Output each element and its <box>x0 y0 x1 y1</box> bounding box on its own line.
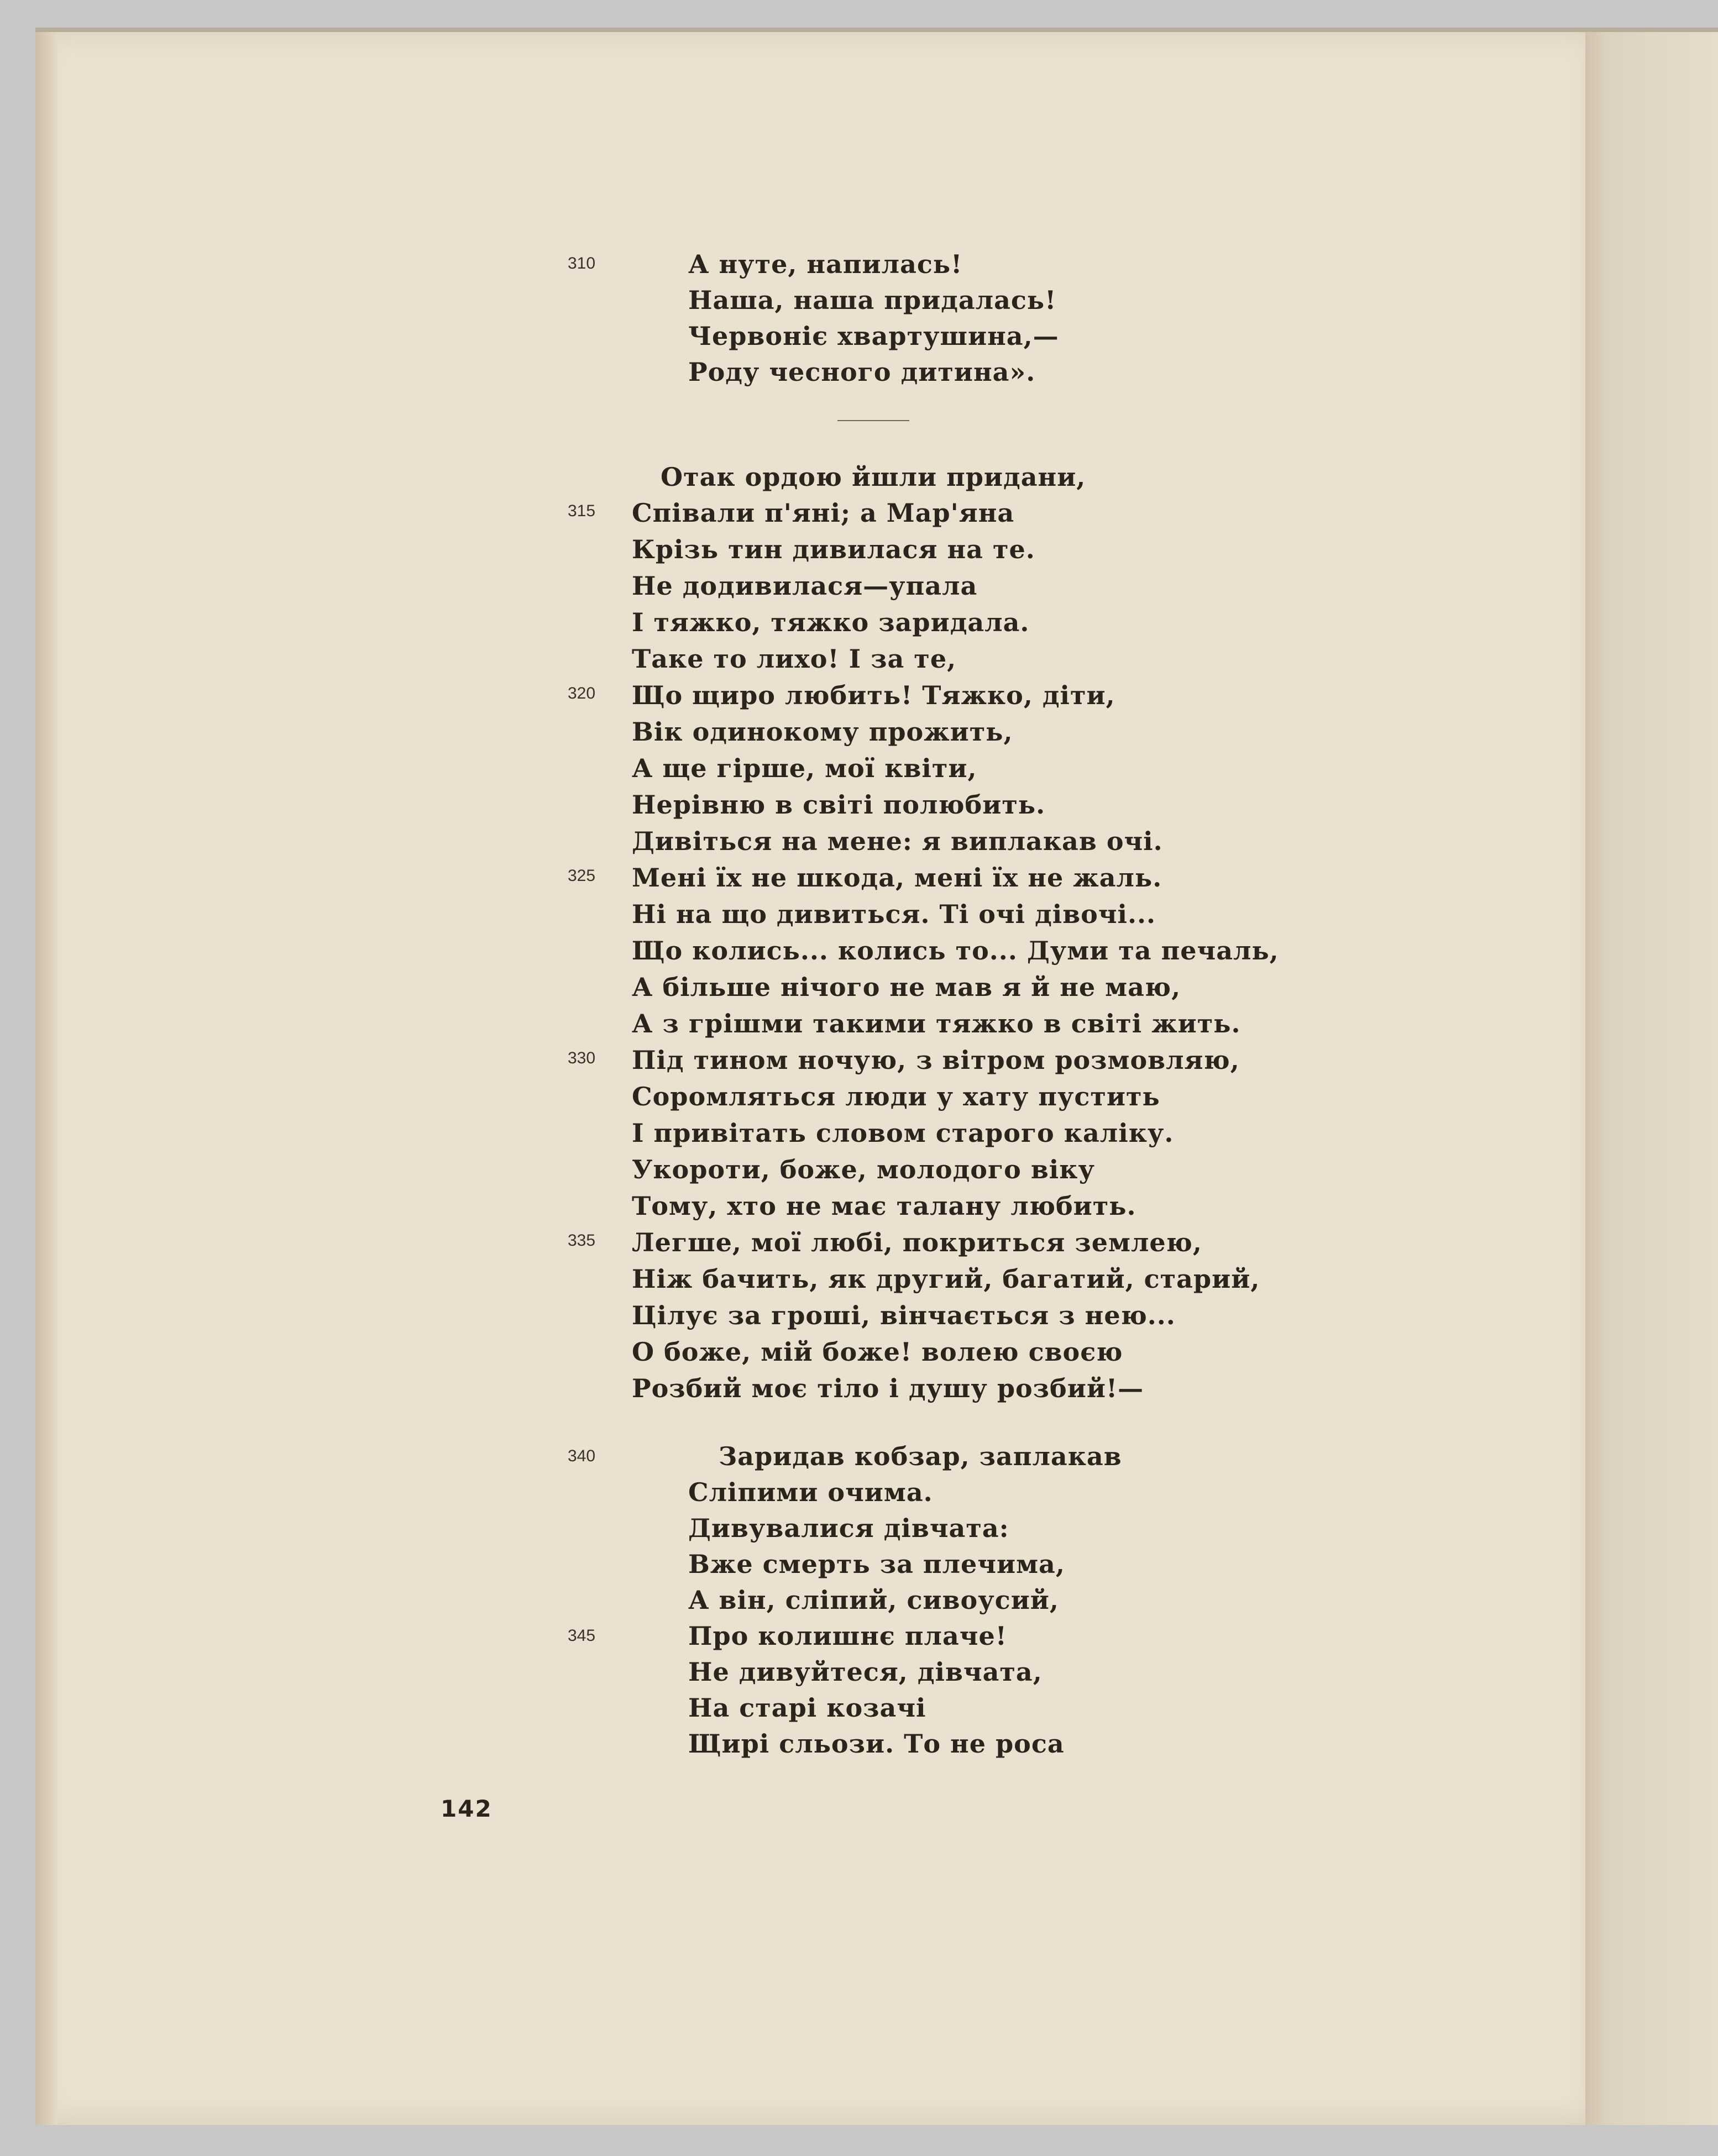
poem-line: Мені їх не шкода, мені їх не жаль. <box>632 863 1162 893</box>
line-number: 310 <box>568 254 596 272</box>
page-number: 142 <box>441 1795 493 1822</box>
poem-line: На старі козачі <box>688 1693 926 1723</box>
poem-line: Цілує за гроші, вінчається з нею... <box>632 1300 1176 1330</box>
poem-line: Роду чесного дитина». <box>688 357 1036 387</box>
poem-line: Червоніє хвартушина,— <box>688 321 1059 351</box>
poem-line: А більше нічого не мав я й не маю, <box>632 972 1181 1002</box>
line-number: 330 <box>568 1049 596 1067</box>
poem-line: Під тином ночую, з вітром розмовляю, <box>632 1045 1240 1075</box>
poem-line: Ніж бачить, як другий, багатий, старий, <box>632 1264 1260 1294</box>
poem-line: Соромляться люди у хату пустить <box>632 1082 1160 1111</box>
poem-line: Наша, наша придалась! <box>688 285 1057 315</box>
poem-line: Співали п'яні; а Мар'яна <box>632 498 1015 528</box>
section-divider <box>837 420 909 421</box>
poem-line: Отак ордою йшли придани, <box>661 462 1086 492</box>
poem-line: Про колишнє плаче! <box>688 1621 1007 1651</box>
poem-line: А ще гірше, мої квіти, <box>632 753 977 783</box>
poem-line: Що щиро любить! Тяжко, діти, <box>632 680 1115 710</box>
poem-line: Вже смерть за плечима, <box>688 1549 1065 1579</box>
poem-line: Дивувалися дівчата: <box>688 1513 1009 1543</box>
line-number: 345 <box>568 1627 596 1645</box>
poem-line: Нерівню в світі полюбить. <box>632 790 1046 820</box>
line-number: 340 <box>568 1447 596 1465</box>
poem-line: І тяжко, тяжко заридала. <box>632 607 1030 637</box>
poem-line: Не додивилася—упала <box>632 571 978 601</box>
poem-line: Сліпими очима. <box>688 1477 933 1507</box>
poem-line: Укороти, боже, молодого віку <box>632 1155 1095 1184</box>
poem-line: Вік одинокому прожить, <box>632 717 1013 747</box>
line-number: 320 <box>568 684 596 702</box>
poem-line: І привітать словом старого каліку. <box>632 1118 1174 1148</box>
poem-line: Легше, мої любі, покриться землею, <box>632 1227 1202 1257</box>
poem-line: А він, сліпий, сивоусий, <box>688 1585 1059 1615</box>
poem-line: Тому, хто не має талану любить. <box>632 1191 1136 1221</box>
poem-line: Ні на що дивиться. Ті очі дівочі... <box>632 899 1156 929</box>
poem-line: Заридав кобзар, заплакав <box>719 1441 1122 1471</box>
line-number: 335 <box>568 1231 596 1250</box>
poem-line: А з грішми такими тяжко в світі жить. <box>632 1009 1241 1038</box>
poem-line: Не дивуйтеся, дівчата, <box>688 1657 1043 1687</box>
poem-line: Розбий моє тіло і душу розбий!— <box>632 1373 1144 1403</box>
poem-line: О боже, мій боже! волею своєю <box>632 1337 1123 1367</box>
poem-line: Таке то лихо! І за те, <box>632 644 957 674</box>
line-number: 315 <box>568 502 596 520</box>
poem-line: Дивіться на мене: я виплакав очі. <box>632 826 1163 856</box>
poem-line: Крізь тин дивилася на те. <box>632 534 1035 564</box>
poem-line: Що колись... колись то... Думи та печаль, <box>632 936 1279 966</box>
line-number: 325 <box>568 867 596 885</box>
poem-line: А нуте, напилась! <box>688 249 963 279</box>
poem-line: Щирі сльози. То не роса <box>688 1729 1065 1759</box>
